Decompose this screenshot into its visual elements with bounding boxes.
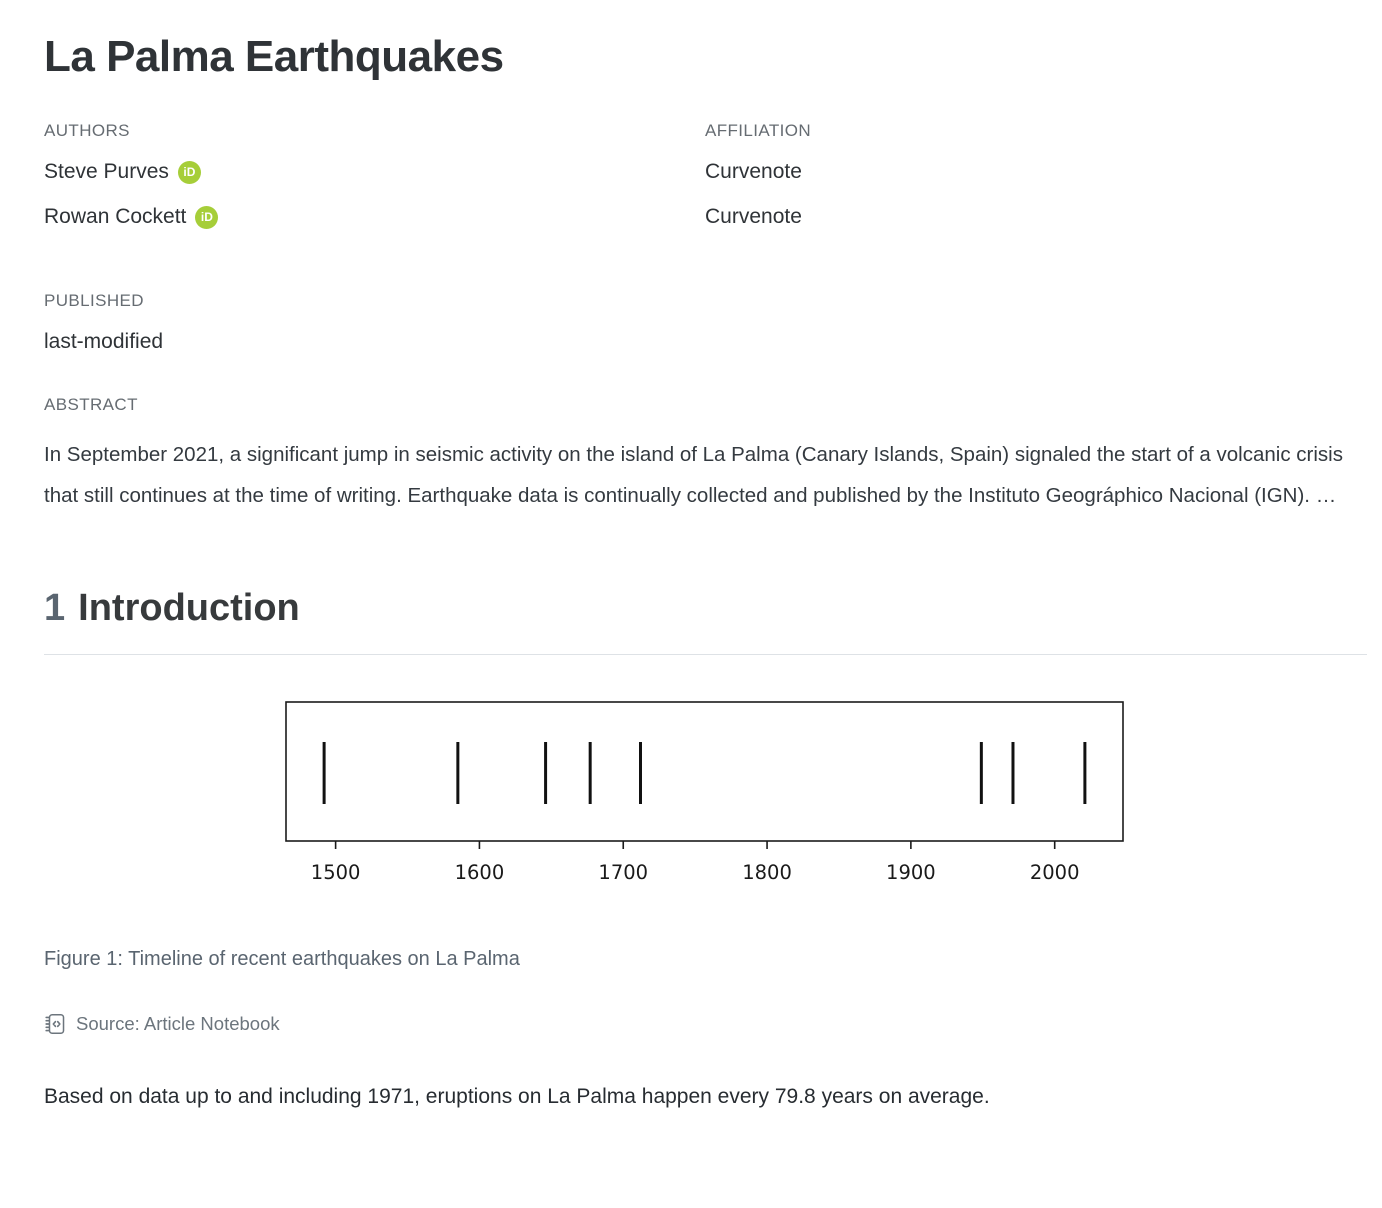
svg-text:1800: 1800: [741, 860, 792, 884]
orcid-icon[interactable]: iD: [195, 206, 218, 229]
authors-label: AUTHORS: [44, 120, 130, 140]
source-label: Source: Article Notebook: [76, 1012, 280, 1034]
affiliation-row: [705, 205, 1367, 230]
section-number: 1: [44, 586, 66, 629]
affiliation-column: [705, 121, 1367, 250]
abstract-text: In September 2021, a significant jump in seismic activity on the island of La Palma (Canary Islands, Spain) signaled the start of a volcanic crisis that still continues at the time of writing. Earthquake data is continually collected and published by the Instituto Geográphico Nacional (IGN). …: [44, 442, 1343, 507]
authors-column: [44, 121, 705, 250]
figure-1: [44, 701, 1367, 1040]
svg-text:1900: 1900: [885, 860, 936, 884]
author-row: [44, 160, 705, 185]
body-paragraph: Based on data up to and including 1971, eruptions on La Palma happen every 79.8 years on average.: [44, 1084, 990, 1108]
svg-text:2000: 2000: [1029, 860, 1080, 884]
svg-text:1500: 1500: [310, 860, 360, 884]
section-heading-introduction: [44, 584, 1367, 633]
journal-code-icon: [44, 1013, 66, 1035]
figure-caption: Figure 1: Timeline of recent earthquakes on La Palma: [44, 947, 520, 970]
svg-text:1600: 1600: [454, 860, 504, 884]
published-label: PUBLISHED: [44, 290, 144, 310]
page-title: La Palma Earthquakes: [44, 32, 504, 81]
author-name: Steve Purves: [44, 160, 169, 184]
affiliation-label: AFFILIATION: [705, 120, 812, 140]
svg-text:1700: 1700: [597, 860, 648, 884]
source-link[interactable]: [44, 1013, 280, 1035]
section-title: Introduction: [78, 586, 300, 629]
affiliation-value: Curvenote: [705, 160, 802, 184]
eruption-timeline-chart: [276, 701, 1136, 891]
author-name: Rowan Cockett: [44, 205, 187, 229]
frontmatter-meta: [44, 121, 1367, 250]
orcid-icon[interactable]: iD: [178, 161, 201, 184]
section-divider: [44, 654, 1367, 655]
abstract-block: [44, 395, 1367, 516]
published-value: last-modified: [44, 329, 164, 353]
affiliation-row: [705, 160, 1367, 185]
author-row: [44, 205, 705, 230]
abstract-label: ABSTRACT: [44, 394, 138, 414]
published-block: [44, 291, 1367, 354]
affiliation-value: Curvenote: [705, 205, 802, 229]
